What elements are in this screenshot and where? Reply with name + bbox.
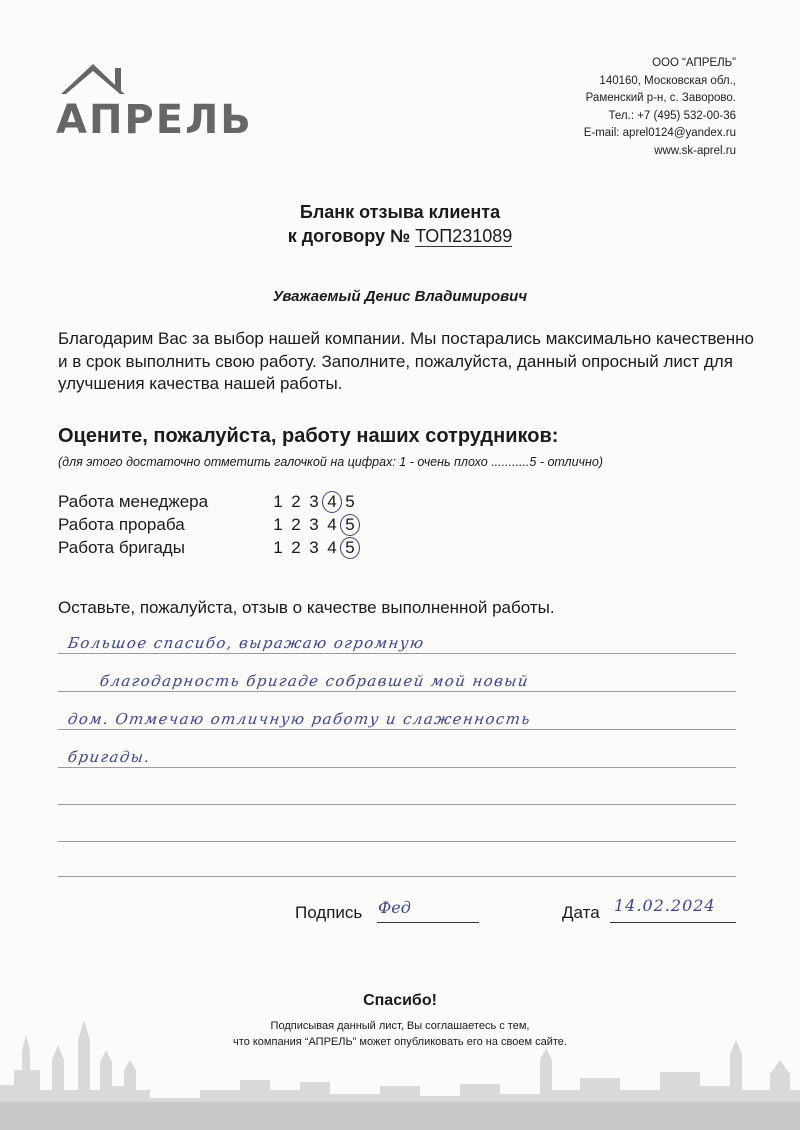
feedback-line xyxy=(58,653,736,654)
rating-digit: 1 xyxy=(273,492,283,511)
handwritten-feedback-line: благодарность бригаде собравшей мой новый xyxy=(98,672,531,690)
signature-label: Подпись xyxy=(295,903,363,922)
form-title xyxy=(0,200,800,248)
feedback-line xyxy=(58,804,736,805)
thanks-text: Спасибо! xyxy=(363,992,437,1009)
rating-scale xyxy=(269,538,359,558)
rating-digit: 3 xyxy=(309,492,319,511)
contract-label: к договору № xyxy=(287,226,411,246)
company-name: ООО “АПРЕЛЬ” xyxy=(652,57,736,69)
rating-digit-selected: 5 xyxy=(341,515,359,535)
rating-hint: (для этого достаточно отметить галочкой на цифрах: 1 - очень плохо ...........5 - отлично) xyxy=(58,455,604,469)
handwritten-feedback-line: бригады. xyxy=(66,748,152,766)
handwritten-feedback-line: дом. Отмечаю отличную работу и слаженность xyxy=(66,710,533,728)
company-address-line: 140160, Московская обл., xyxy=(599,74,736,87)
rating-digit: 2 xyxy=(291,515,301,534)
signature-line xyxy=(377,922,479,923)
consent-line: что компания “АПРЕЛЬ” может опубликовать его на своем сайте. xyxy=(233,1036,567,1048)
company-logo-text: АПРЕЛЬ xyxy=(56,97,253,143)
rating-digit: 4 xyxy=(327,515,337,534)
city-skyline-illustration xyxy=(0,990,800,1130)
rating-digit-selected: 5 xyxy=(341,538,359,558)
rating-digit: 1 xyxy=(273,515,283,534)
date-label: Дата xyxy=(562,903,600,922)
rating-digit: 1 xyxy=(273,538,283,557)
consent-text xyxy=(0,1018,800,1050)
rating-digit: 5 xyxy=(345,492,355,511)
company-address-line: Раменский р-н, с. Заворово. xyxy=(585,92,736,104)
greeting: Уважаемый Денис Владимирович xyxy=(272,288,528,305)
rating-digit: 3 xyxy=(309,515,319,534)
company-website: www.sk-aprel.ru xyxy=(654,144,736,157)
feedback-line xyxy=(58,876,736,877)
form-title-line2 xyxy=(0,224,800,248)
form-title-line1: Бланк отзыва клиента xyxy=(299,202,501,222)
handwritten-signature: Фед xyxy=(378,898,411,917)
handwritten-feedback-line: Большое спасибо, выражаю огромную xyxy=(66,634,426,652)
feedback-line xyxy=(58,691,736,692)
rating-digit: 3 xyxy=(309,538,319,557)
company-email: E-mail: aprel0124@yandex.ru xyxy=(583,127,736,139)
rating-label: Работа бригады xyxy=(58,538,185,557)
handwritten-date: 14.02.2024 xyxy=(614,896,716,915)
feedback-line xyxy=(58,729,736,730)
feedback-line xyxy=(58,841,736,842)
logo-roof-icon xyxy=(58,58,128,98)
date-line xyxy=(610,922,736,923)
feedback-prompt: Оставьте, пожалуйста, отзыв о качестве выполненной работы. xyxy=(58,598,555,617)
contract-number: ТОП231089 xyxy=(415,226,513,246)
feedback-line xyxy=(58,767,736,768)
rating-scale xyxy=(269,515,359,535)
rating-digit: 4 xyxy=(327,538,337,557)
rating-digit-selected: 4 xyxy=(323,492,341,512)
rating-heading: Оцените, пожалуйста, работу наших сотрудников: xyxy=(58,425,559,447)
company-phone: Тел.: +7 (495) 532-00-36 xyxy=(608,109,736,122)
company-contacts xyxy=(584,55,736,160)
consent-line: Подписывая данный лист, Вы соглашаетесь с тем, xyxy=(270,1020,530,1032)
intro-paragraph: Благодарим Вас за выбор нашей компании. Мы постарались максимально качественно и в срок выполнить свою работу. Заполните, пожалуйста, данный опросный лист для улучшения качества нашей работы. xyxy=(58,329,754,393)
rating-digit: 2 xyxy=(291,538,301,557)
rating-label: Работа менеджера xyxy=(58,492,209,511)
rating-digit: 2 xyxy=(291,492,301,511)
rating-scale xyxy=(269,492,359,512)
rating-label: Работа прораба xyxy=(58,515,185,534)
